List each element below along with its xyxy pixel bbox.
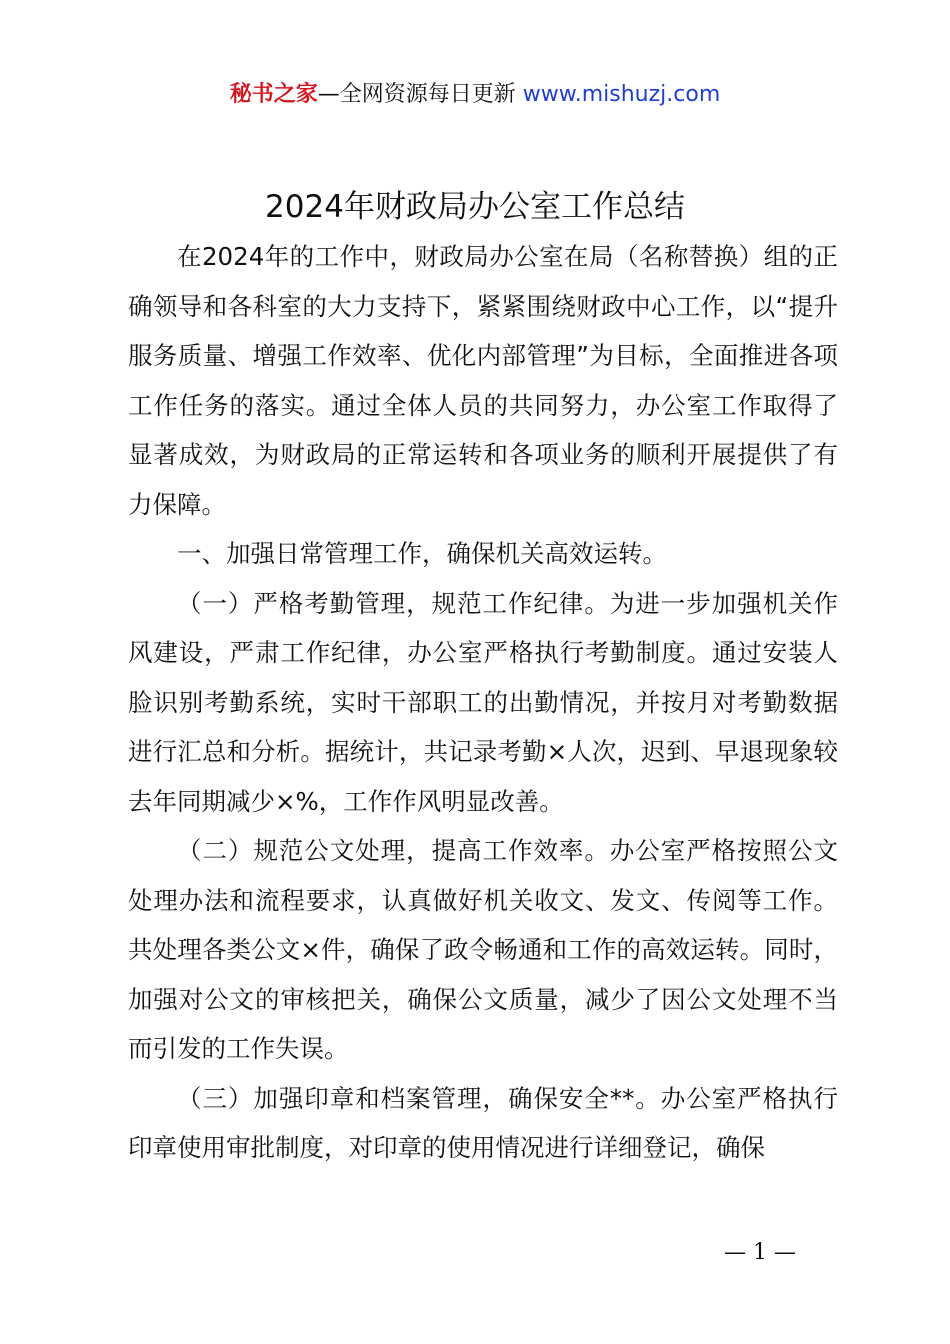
paragraph-seals-archives: （三）加强印章和档案管理，确保安全**。办公室严格执行印章使用审批制度，对印章的使用情况进行详细登记，确保: [128, 1083, 838, 1162]
paragraph-documents: （二）规范公文处理，提高工作效率。办公室严格按照公文处理办法和流程要求，认真做好机关收文、发文、传阅等工作。共处理各类公文×件，确保了政令畅通和工作的高效运转。同时，加强对公文的审核把关，确保公文质量，减少了因公文处理不当而引发的工作失误。: [128, 836, 838, 1063]
paragraph-attendance: （一）严格考勤管理，规范工作纪律。为进一步加强机关作风建设，严肃工作纪律，办公室严格执行考勤制度。通过安装人脸识别考勤系统，实时干部职工的出勤情况，并按月对考勤数据进行汇总和分析。据统计，共记录考勤×人次，迟到、早退现象较去年同期减少×%，工作作风明显改善。: [128, 588, 838, 816]
site-header: [0, 78, 950, 112]
document-title: 2024年财政局办公室工作总结: [265, 189, 685, 225]
site-url[interactable]: www.mishuzj.com: [522, 82, 721, 107]
paragraph-intro: 在2024年的工作中，财政局办公室在局（名称替换）组的正确领导和各科室的大力支持下，紧紧围绕财政中心工作，以“提升服务质量、增强工作效率、优化内部管理”为目标，全面推进各项工作任务的落实。通过全体人员的共同努力，办公室工作取得了显著成效，为财政局的正常运转和各项业务的顺利开展提供了有力保障。: [128, 242, 838, 519]
header-tagline: —全网资源每日更新: [317, 82, 523, 107]
page-number: — 1 —: [724, 1240, 796, 1265]
brand-name: 秘书之家: [229, 82, 318, 107]
document-body: [128, 232, 838, 1173]
section-heading: 一、加强日常管理工作，确保机关高效运转。: [177, 539, 667, 568]
